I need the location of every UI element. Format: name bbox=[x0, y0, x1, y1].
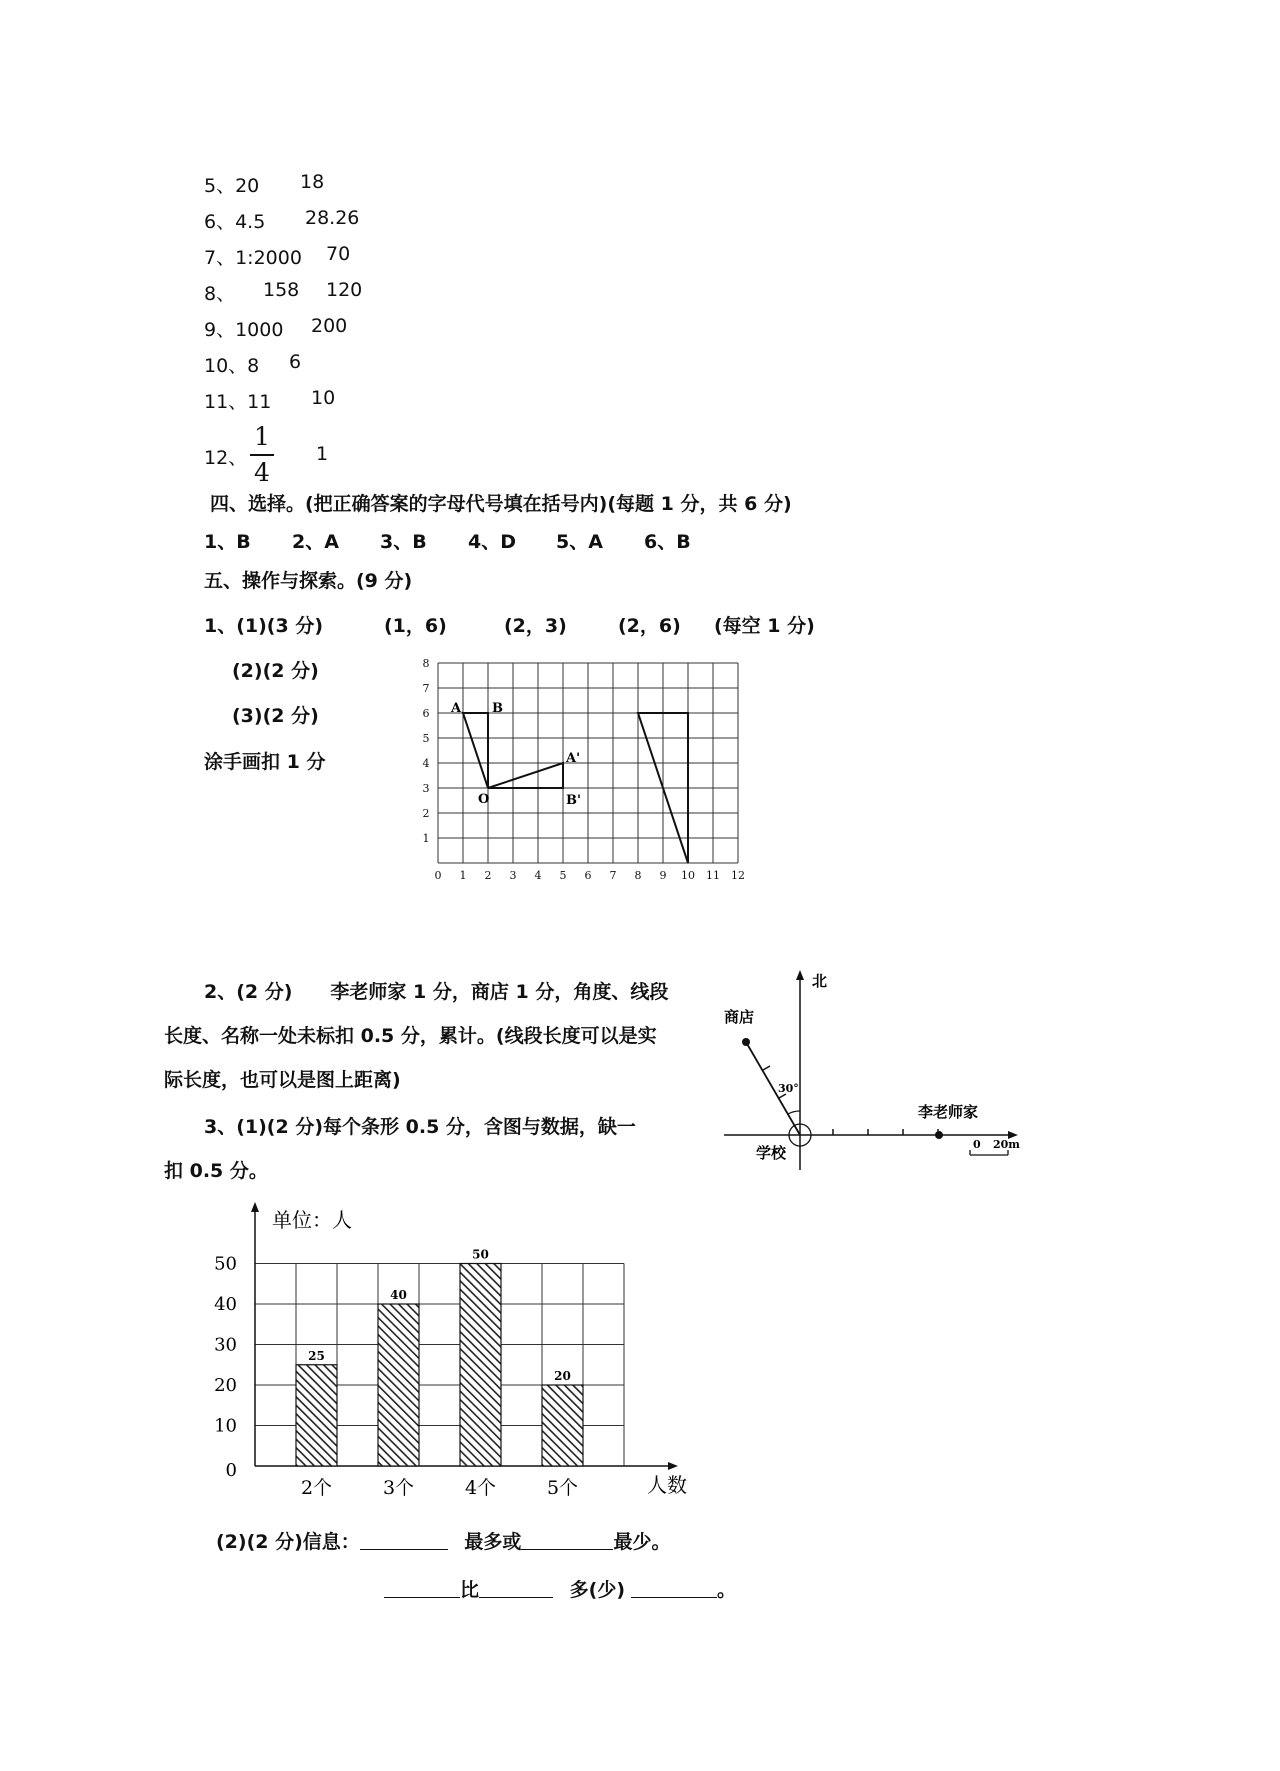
triangle-OA'B' bbox=[488, 763, 563, 788]
triangle-OAB bbox=[463, 713, 488, 788]
chart-category-label: 5个 bbox=[546, 1477, 579, 1499]
q1-part1-label: 1、(1)(3 分) bbox=[204, 615, 324, 637]
grid-y-tick: 7 bbox=[422, 682, 430, 695]
fraction-denominator: 4 bbox=[254, 458, 270, 487]
q1-freehand-note: 涂手画扣 1 分 bbox=[204, 751, 326, 773]
q3-most-or: 最多或 bbox=[464, 1531, 522, 1553]
answer-8-value2: 120 bbox=[326, 279, 363, 301]
map-angle-label: 30° bbox=[778, 1082, 799, 1095]
answer-10-value: 6 bbox=[289, 351, 302, 373]
chart-data-label: 20 bbox=[554, 1369, 571, 1383]
answer-5-label: 5、20 bbox=[204, 175, 260, 197]
grid-x-tick: 5 bbox=[559, 869, 567, 882]
chart-y-tick: 40 bbox=[214, 1294, 237, 1315]
answer-10-label: 10、8 bbox=[204, 355, 260, 377]
chart-category-label: 3个 bbox=[382, 1477, 415, 1499]
answer-12-label: 12、 bbox=[204, 447, 248, 469]
map-school-label: 学校 bbox=[756, 1144, 787, 1162]
q1-coord-1: (1，6) bbox=[384, 615, 447, 637]
point-label-B: B bbox=[492, 701, 503, 716]
blank-difference[interactable] bbox=[631, 1579, 717, 1598]
grid-y-tick: 8 bbox=[422, 657, 430, 670]
map-scale-zero: 0 bbox=[973, 1138, 981, 1151]
answer-7-label: 7、1:2000 bbox=[204, 247, 302, 269]
chart-y-arrow bbox=[251, 1202, 259, 1212]
q3-part2-label: (2)(2 分)信息： bbox=[216, 1531, 360, 1553]
answer-6-label: 6、4.5 bbox=[204, 211, 266, 233]
map-scale-value: 20m bbox=[993, 1138, 1020, 1151]
blank-compare-b[interactable] bbox=[479, 1579, 553, 1598]
q3-least: 最少。 bbox=[613, 1531, 671, 1553]
chart-category-label: 2个 bbox=[300, 1477, 333, 1499]
grid-y-tick: 1 bbox=[422, 832, 430, 845]
chart-bar bbox=[378, 1304, 419, 1466]
q2-line3: 际长度，也可以是图上距离) bbox=[164, 1069, 401, 1091]
section5-heading: 五、操作与探索。(9 分) bbox=[204, 570, 413, 592]
north-arrow-head bbox=[796, 970, 804, 980]
chart-y-tick: 50 bbox=[214, 1253, 237, 1275]
section4-heading: 四、选择。(把正确答案的字母代号填在括号内)(每题 1 分，共 6 分) bbox=[210, 493, 792, 515]
map-north-label: 北 bbox=[812, 972, 828, 990]
choice-answer-3: 3、B bbox=[380, 531, 427, 553]
point-label-A: A bbox=[451, 701, 462, 716]
answer-8-label: 8、 bbox=[204, 283, 236, 305]
grid-y-tick: 4 bbox=[422, 757, 430, 770]
fraction-bar bbox=[250, 454, 274, 456]
q3-part2-line1 bbox=[216, 1527, 670, 1554]
q3-period: 。 bbox=[717, 1579, 737, 1601]
chart-unit-label: 单位：人 bbox=[272, 1208, 352, 1232]
q3-part2-line2 bbox=[384, 1575, 736, 1602]
chart-bar bbox=[542, 1385, 583, 1466]
grid-y-tick: 3 bbox=[422, 782, 430, 795]
choice-answer-5: 5、A bbox=[556, 531, 603, 553]
chart-bar bbox=[460, 1264, 501, 1467]
shop-point bbox=[742, 1038, 750, 1046]
chart-y-tick: 10 bbox=[214, 1415, 237, 1437]
answer-12-value: 1 bbox=[316, 443, 329, 465]
grid-x-tick: 10 bbox=[681, 869, 695, 882]
grid-x-tick: 2 bbox=[484, 869, 492, 882]
point-label-B-prime: B' bbox=[566, 793, 581, 808]
answer-7-value: 70 bbox=[326, 243, 351, 265]
grid-x-tick: 8 bbox=[634, 869, 642, 882]
q1-part3-label: (3)(2 分) bbox=[232, 705, 319, 727]
choice-answer-1: 1、B bbox=[204, 531, 251, 553]
answer-11-label: 11、11 bbox=[204, 391, 272, 413]
answer-9-value: 200 bbox=[311, 315, 348, 337]
grid-x-tick: 9 bbox=[659, 869, 667, 882]
grid-x-tick: 0 bbox=[434, 869, 442, 882]
answer-9-label: 9、1000 bbox=[204, 319, 284, 341]
chart-category-label: 4个 bbox=[464, 1477, 497, 1499]
q3-more-less: 多(少) bbox=[569, 1579, 626, 1601]
map-home-label: 李老师家 bbox=[918, 1103, 979, 1121]
home-point bbox=[935, 1131, 943, 1139]
answer-12-fraction bbox=[250, 422, 274, 488]
coordinate-grid bbox=[400, 650, 760, 890]
q1-coord-3: (2，6) bbox=[618, 615, 681, 637]
q3-line2: 扣 0.5 分。 bbox=[164, 1160, 268, 1182]
point-label-O: O bbox=[478, 792, 490, 807]
answer-8-value: 158 bbox=[263, 279, 300, 301]
grid-x-tick: 7 bbox=[609, 869, 617, 882]
grid-y-tick: 5 bbox=[422, 732, 430, 745]
chart-y-tick: 30 bbox=[214, 1334, 237, 1356]
bar-chart bbox=[200, 1200, 700, 1500]
grid-x-tick: 6 bbox=[584, 869, 592, 882]
chart-data-label: 50 bbox=[472, 1247, 489, 1262]
q1-note: (每空 1 分) bbox=[714, 615, 815, 637]
fraction-numerator: 1 bbox=[254, 422, 270, 451]
answer-5-value: 18 bbox=[300, 171, 325, 193]
q2-line1: 2、(2 分) 李老师家 1 分，商店 1 分，角度、线段 bbox=[204, 981, 669, 1003]
blank-compare-a[interactable] bbox=[384, 1579, 460, 1598]
q3-compare-word: 比 bbox=[460, 1579, 480, 1601]
grid-x-tick: 1 bbox=[459, 869, 467, 882]
map-shop-label: 商店 bbox=[724, 1008, 755, 1026]
choice-answer-4: 4、D bbox=[468, 531, 516, 553]
q2-line2: 长度、名称一处未标扣 0.5 分，累计。(线段长度可以是实 bbox=[164, 1025, 657, 1047]
chart-x-arrow bbox=[668, 1462, 678, 1470]
answer-6-value: 28.26 bbox=[305, 207, 360, 229]
blank-least[interactable] bbox=[521, 1531, 613, 1550]
point-label-A-prime: A' bbox=[566, 751, 581, 766]
chart-y-tick: 20 bbox=[214, 1375, 237, 1396]
chart-data-label: 40 bbox=[390, 1288, 407, 1302]
choice-answer-6: 6、B bbox=[644, 531, 691, 553]
answer-11-value: 10 bbox=[311, 387, 336, 409]
chart-y-tick: 0 bbox=[225, 1460, 237, 1481]
chart-xlabel: 人数 bbox=[647, 1473, 687, 1497]
q1-coord-2: (2，3) bbox=[504, 615, 567, 637]
grid-x-tick: 4 bbox=[534, 869, 542, 882]
chart-bar bbox=[296, 1365, 337, 1466]
choice-answer-2: 2、A bbox=[292, 531, 339, 553]
grid-x-tick: 11 bbox=[706, 869, 720, 882]
q1-part2-label: (2)(2 分) bbox=[232, 660, 319, 682]
direction-map bbox=[720, 970, 1050, 1170]
chart-data-label: 25 bbox=[308, 1348, 325, 1363]
grid-x-tick: 3 bbox=[509, 869, 517, 882]
q3-line1: 3、(1)(2 分)每个条形 0.5 分，含图与数据，缺一 bbox=[204, 1116, 636, 1138]
grid-y-tick: 6 bbox=[422, 707, 430, 720]
grid-y-tick: 2 bbox=[422, 807, 430, 820]
blank-most[interactable] bbox=[360, 1531, 448, 1550]
grid-x-tick: 12 bbox=[731, 869, 745, 882]
angle-arc bbox=[788, 1111, 800, 1114]
